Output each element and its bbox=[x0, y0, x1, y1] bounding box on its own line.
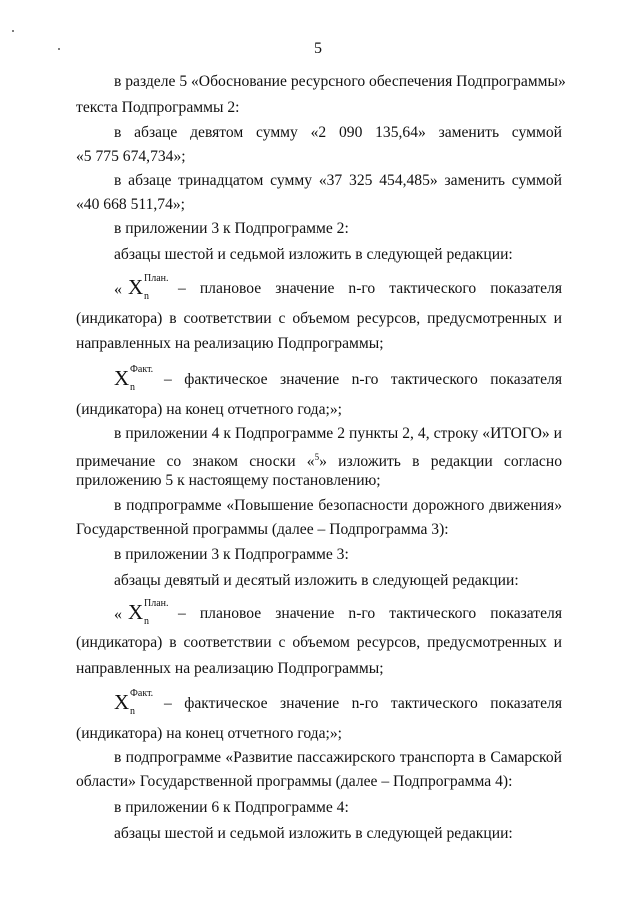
formula-sub-n: n bbox=[144, 291, 149, 302]
paragraph-line: приложению 5 к настоящему постановлению; bbox=[76, 472, 381, 489]
scan-speck bbox=[12, 30, 14, 32]
paragraph-line: (индикатора) на конец отчетного года;»; bbox=[76, 401, 342, 418]
formula-x: X bbox=[114, 690, 130, 714]
paragraph-line: (индикатора) в соответствии с объемом ресурсов, предусмотренных и bbox=[76, 310, 562, 327]
formula-x-plan bbox=[114, 598, 169, 627]
paragraph-text: » изложить в редакции согласно bbox=[319, 453, 562, 470]
formula-line-fact bbox=[114, 364, 562, 393]
formula-x-plan bbox=[114, 273, 169, 302]
paragraph-line: в абзаце тринадцатом сумму «37 325 454,485» заменить суммой bbox=[114, 172, 562, 189]
paragraph-line: в приложении 4 к Подпрограмме 2 пункты 2, 4, строку «ИТОГО» и bbox=[114, 425, 562, 442]
paragraph-line: в приложении 3 к Подпрограмме 2: bbox=[114, 220, 349, 237]
paragraph-line: «40 668 511,74»; bbox=[76, 196, 186, 213]
paragraph-line: в подпрограмме «Развитие пассажирского транспорта в Самарской bbox=[114, 749, 562, 766]
formula-open-quote: « bbox=[114, 606, 122, 623]
paragraph-line: Государственной программы (далее – Подпрограмма 3): bbox=[76, 521, 449, 538]
paragraph-line: в разделе 5 «Обоснование ресурсного обеспечения Подпрограммы» bbox=[114, 73, 566, 90]
paragraph-line: в абзаце девятом сумму «2 090 135,64» заменить суммой bbox=[114, 124, 562, 141]
formula-sub-n: n bbox=[130, 382, 135, 393]
paragraph-line: (индикатора) в соответствии с объемом ресурсов, предусмотренных и bbox=[76, 634, 562, 651]
paragraph-text: примечание со знаком сноски « bbox=[76, 453, 315, 470]
formula-x: X bbox=[128, 275, 144, 299]
formula-open-quote: « bbox=[114, 281, 122, 298]
paragraph-line: – плановое значение n-го тактического показателя bbox=[178, 280, 562, 297]
formula-x-fact bbox=[114, 688, 160, 717]
paragraph-line-footnote bbox=[76, 447, 562, 472]
formula-sub-n: n bbox=[130, 706, 135, 717]
paragraph-line: текста Подпрограммы 2: bbox=[76, 99, 240, 116]
formula-sup-fact: Факт. bbox=[130, 688, 154, 699]
paragraph-line: (индикатора) на конец отчетного года;»; bbox=[76, 725, 342, 742]
formula-line-plan bbox=[114, 598, 562, 627]
paragraph-line: – фактическое значение n-го тактического показателя bbox=[164, 695, 562, 712]
paragraph-line: – фактическое значение n-го тактического показателя bbox=[164, 371, 562, 388]
paragraph-line: в подпрограмме «Повышение безопасности дорожного движения» bbox=[114, 497, 562, 514]
paragraph-line: абзацы шестой и седьмой изложить в следующей редакции: bbox=[114, 246, 513, 263]
paragraph-line: абзацы девятый и десятый изложить в следующей редакции: bbox=[114, 572, 519, 589]
paragraph-line: абзацы шестой и седьмой изложить в следующей редакции: bbox=[114, 825, 513, 842]
paragraph-line: области» Государственной программы (далее – Подпрограмма 4): bbox=[76, 773, 513, 790]
page-number: 5 bbox=[314, 40, 322, 57]
paragraph-line: в приложении 6 к Подпрограмме 4: bbox=[114, 799, 349, 816]
formula-line-plan bbox=[114, 273, 562, 302]
paragraph-line: направленных на реализацию Подпрограммы; bbox=[76, 335, 384, 352]
formula-sup-plan: План. bbox=[144, 598, 169, 609]
formula-x: X bbox=[128, 600, 144, 624]
paragraph-line: «5 775 674,734»; bbox=[76, 148, 186, 165]
footnote-mark: 5 bbox=[314, 452, 320, 462]
formula-sup-plan: План. bbox=[144, 273, 169, 284]
paragraph-line: направленных на реализацию Подпрограммы; bbox=[76, 660, 384, 677]
formula-x: X bbox=[114, 366, 130, 390]
paragraph-line: – плановое значение n-го тактического показателя bbox=[178, 605, 562, 622]
formula-line-fact bbox=[114, 688, 562, 717]
formula-x-fact bbox=[114, 364, 160, 393]
paragraph-line: в приложении 3 к Подпрограмме 3: bbox=[114, 546, 349, 563]
formula-sub-n: n bbox=[144, 616, 149, 627]
formula-sup-fact: Факт. bbox=[130, 364, 154, 375]
